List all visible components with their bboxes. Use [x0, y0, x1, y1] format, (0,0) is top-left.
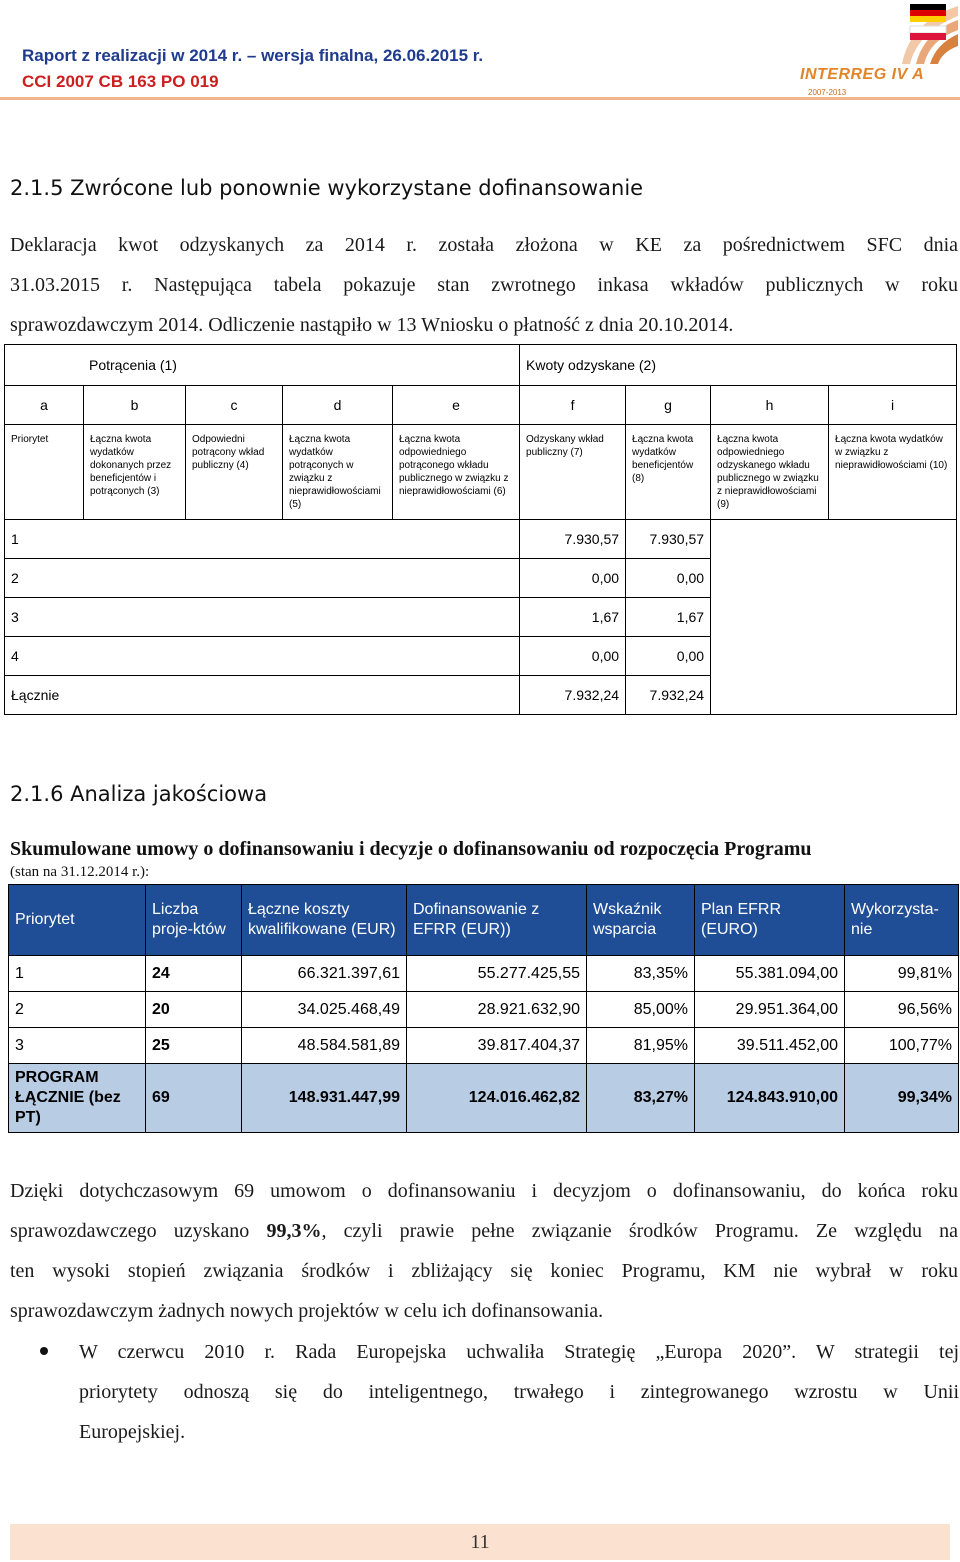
recoveries-table — [4, 344, 957, 715]
table-row — [9, 1028, 959, 1064]
interreg-logo-text: INTERREG IV A — [800, 66, 925, 83]
paragraph-line: Deklaracja kwot odzyskanych za 2014 r. została złożona w KE za pośrednictwem SFC dnia — [10, 234, 958, 256]
column-description: Odpowiedni potrącony wkład publiczny (4) — [186, 425, 283, 520]
section-heading-2-1-6: 2.1.6 Analiza jakościowa — [10, 782, 268, 806]
paragraph-line: sprawozdawczym 2014. Odliczenie nastąpiło w 13 Wniosku o płatność z dnia 20.10.2014. — [10, 314, 734, 336]
projects-count-cell: 20 — [146, 992, 242, 1028]
bullet-item — [79, 1332, 959, 1452]
table-row — [9, 992, 959, 1028]
report-title: Raport z realizacji w 2014 r. – wersja finalna, 26.06.2015 r. — [22, 46, 484, 65]
column-description: Odzyskany wkład publiczny (7) — [520, 425, 626, 520]
table2-date-note: (stan na 31.12.2014 r.): — [10, 864, 150, 880]
priority-cell: 2 — [9, 992, 146, 1028]
paragraph-line: sprawozdawczym żadnych nowych projektów w celu ich dofinansowania. — [10, 1300, 604, 1322]
column-letter: a — [5, 386, 84, 425]
support-rate-cell: 81,95% — [587, 1028, 695, 1064]
paragraph-line: W czerwcu 2010 r. Rada Europejska uchwaliła Strategię „Europa 2020”. W strategii tej — [79, 1341, 959, 1363]
column-letter: h — [711, 386, 829, 425]
column-header: Wykorzysta-nie — [845, 885, 959, 956]
priority-cell: 1 — [9, 956, 146, 992]
utilisation-percentage: 99,3% — [266, 1220, 322, 1242]
table-header-row — [9, 885, 959, 956]
paragraph-line: priorytety odnoszą się do inteligentnego, trwałego i zintegrowanego wzrostu w Unii — [79, 1381, 959, 1403]
column-header: Plan EFRR (EURO) — [695, 885, 845, 956]
deductions-group-header: Potrącenia (1) — [5, 345, 520, 386]
eligible-costs-cell: 66.321.397,61 — [242, 956, 407, 992]
erdf-cofinancing-cell: 55.277.425,55 — [407, 956, 587, 992]
text-run: , czyli prawie pełne związanie środków Programu. Ze względu na — [321, 1220, 958, 1242]
table-total-row — [5, 676, 957, 715]
support-rate-cell: 83,27% — [587, 1064, 695, 1133]
table-total-row — [9, 1064, 959, 1133]
erdf-cofinancing-cell: 124.016.462,82 — [407, 1064, 587, 1133]
row-label: 1 — [5, 520, 520, 559]
beneficiary-expenditure: 1,67 — [626, 598, 711, 637]
column-description: Łączna kwota wydatków dokonanych przez beneficjentów i potrąconych (3) — [84, 425, 186, 520]
column-description: Łączna kwota wydatków potrąconych w związku z nieprawidłowościami (5) — [283, 425, 393, 520]
column-letter: e — [393, 386, 520, 425]
row-label: Łącznie — [5, 676, 520, 715]
text-run: sprawozdawczego uzyskano — [10, 1220, 267, 1242]
row-label: 3 — [5, 598, 520, 637]
paragraph-line: ten wysoki stopień związania środków i zbliżający się koniec Programu, KM nie wybrał w roku — [10, 1260, 958, 1282]
programme-code: CCI 2007 CB 163 PO 019 — [22, 72, 219, 91]
erdf-plan-cell: 55.381.094,00 — [695, 956, 845, 992]
closing-paragraph — [10, 1171, 958, 1331]
projects-count-cell: 69 — [146, 1064, 242, 1133]
column-header: Wskaźnik wsparcia — [587, 885, 695, 956]
column-letter: d — [283, 386, 393, 425]
column-description: Łączna kwota odpowiedniego odzyskanego wkładu publicznego w związku z nieprawidłowościami (9) — [711, 425, 829, 520]
paragraph-line: Europejskiej. — [79, 1421, 186, 1443]
section-paragraph — [10, 225, 958, 345]
eligible-costs-cell: 48.584.581,89 — [242, 1028, 407, 1064]
recovered-public-contribution: 0,00 — [520, 559, 626, 598]
utilisation-cell: 99,34% — [845, 1064, 959, 1133]
column-header: Łączne koszty kwalifikowane (EUR) — [242, 885, 407, 956]
beneficiary-expenditure: 7.930,57 — [626, 520, 711, 559]
recovered-public-contribution: 7.930,57 — [520, 520, 626, 559]
table-row — [9, 956, 959, 992]
recovered-group-header: Kwoty odzyskane (2) — [520, 345, 957, 386]
table-row — [5, 520, 957, 559]
projects-count-cell: 25 — [146, 1028, 242, 1064]
paragraph-line: Dzięki dotychczasowym 69 umowom o dofinansowaniu i decyzjom o dofinansowaniu, do końca roku — [10, 1180, 958, 1202]
beneficiary-expenditure: 0,00 — [626, 637, 711, 676]
support-rate-cell: 83,35% — [587, 956, 695, 992]
table-row — [5, 598, 957, 637]
recovered-public-contribution: 1,67 — [520, 598, 626, 637]
column-letter: f — [520, 386, 626, 425]
bullet-icon — [40, 1347, 48, 1355]
recovered-public-contribution: 7.932,24 — [520, 676, 626, 715]
utilisation-cell: 100,77% — [845, 1028, 959, 1064]
table-row — [5, 637, 957, 676]
column-description: Priorytet — [5, 425, 84, 520]
erdf-plan-cell: 39.511.452,00 — [695, 1028, 845, 1064]
column-letter: c — [186, 386, 283, 425]
support-rate-cell: 85,00% — [587, 992, 695, 1028]
recovered-public-contribution: 0,00 — [520, 637, 626, 676]
erdf-cofinancing-cell: 39.817.404,37 — [407, 1028, 587, 1064]
projects-count-cell: 24 — [146, 956, 242, 992]
column-letter: b — [84, 386, 186, 425]
interreg-logo-period: 2007-2013 — [808, 88, 847, 97]
column-header: Liczba proje-któw — [146, 885, 242, 956]
table2-title: Skumulowane umowy o dofinansowaniu i decyzje o dofinansowaniu od rozpoczęcia Programu — [10, 838, 812, 860]
column-letter: i — [829, 386, 957, 425]
column-header: Dofinansowanie z EFRR (EUR)) — [407, 885, 587, 956]
column-header: Priorytet — [9, 885, 146, 956]
section-heading-2-1-5: 2.1.5 Zwrócone lub ponownie wykorzystane dofinansowanie — [10, 176, 644, 200]
header-divider — [0, 97, 960, 100]
utilisation-cell: 99,81% — [845, 956, 959, 992]
table-row — [5, 559, 957, 598]
utilisation-cell: 96,56% — [845, 992, 959, 1028]
page-footer — [10, 1524, 950, 1560]
eligible-costs-cell: 148.931.447,99 — [242, 1064, 407, 1133]
beneficiary-expenditure: 0,00 — [626, 559, 711, 598]
row-label: 2 — [5, 559, 520, 598]
priority-cell: 3 — [9, 1028, 146, 1064]
erdf-cofinancing-cell: 28.921.632,90 — [407, 992, 587, 1028]
eligible-costs-cell: 34.025.468,49 — [242, 992, 407, 1028]
column-description: Łączna kwota wydatków beneficjentów (8) — [626, 425, 711, 520]
cumulative-contracts-table — [8, 884, 959, 1133]
erdf-plan-cell: 29.951.364,00 — [695, 992, 845, 1028]
column-description: Łączna kwota wydatków w związku z nieprawidłowościami (10) — [829, 425, 957, 520]
paragraph-line: 31.03.2015 r. Następująca tabela pokazuje stan zwrotnego inkasa wkładów publicznych w roku — [10, 274, 958, 296]
priority-cell: PROGRAM ŁĄCZNIE (bez PT) — [9, 1064, 146, 1133]
erdf-plan-cell: 124.843.910,00 — [695, 1064, 845, 1133]
column-description: Łączna kwota odpowiedniego potrąconego wkładu publicznego w związku z nieprawidłowościami (6) — [393, 425, 520, 520]
column-letter: g — [626, 386, 711, 425]
beneficiary-expenditure: 7.932,24 — [626, 676, 711, 715]
page-number: 11 — [470, 1531, 490, 1553]
paragraph-line — [10, 1211, 958, 1251]
row-label: 4 — [5, 637, 520, 676]
